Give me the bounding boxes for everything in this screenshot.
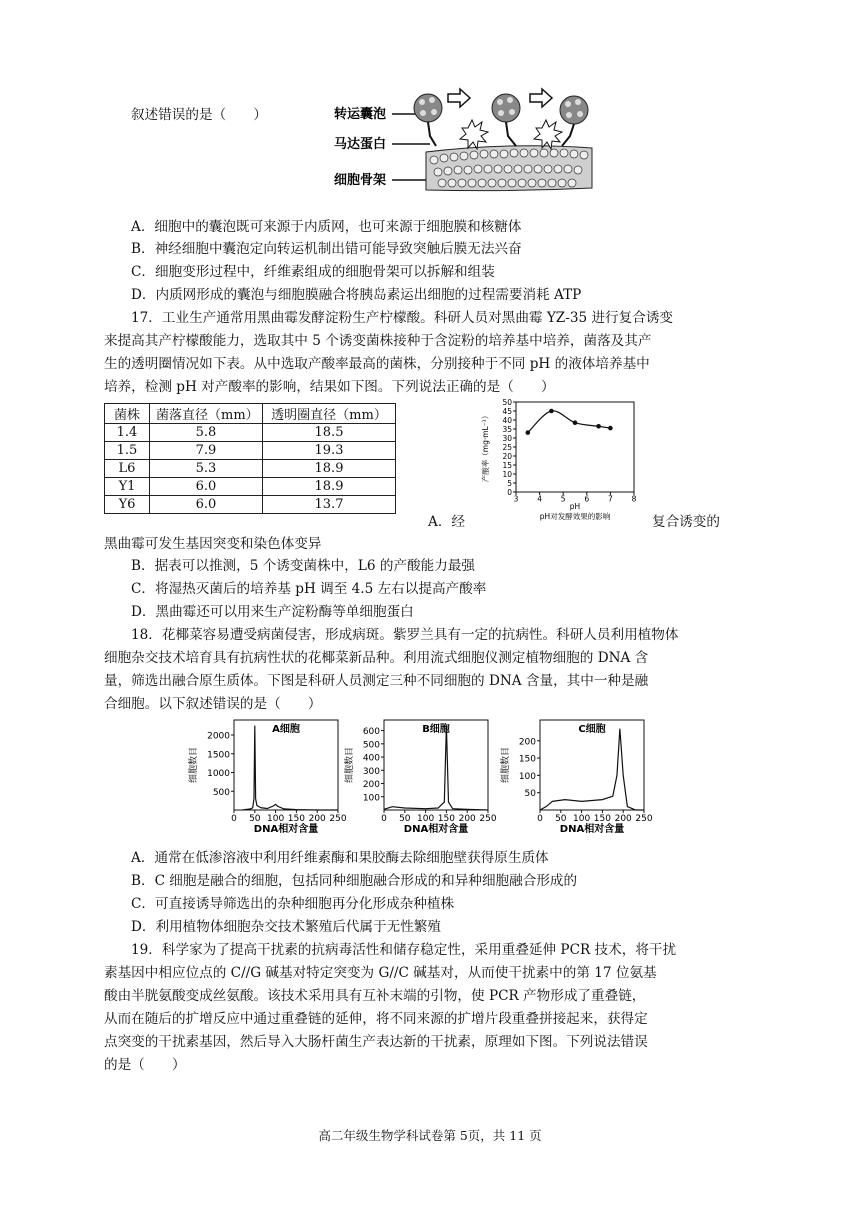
x-tick-label: 7 bbox=[608, 494, 613, 504]
series-line bbox=[528, 411, 611, 433]
y-tick-label: 5 bbox=[507, 478, 512, 488]
x-axis-label: pH bbox=[569, 502, 581, 511]
q17-stem-line-1: 17．工业生产通常用黑曲霉发酵淀粉生产柠檬酸。科研人员对黑曲霉 YZ-35 进行复合诱变 bbox=[131, 310, 674, 326]
table-cell: 18.5 bbox=[263, 424, 396, 442]
data-point bbox=[596, 424, 601, 429]
q17-stem-line-2: 来提高其产柠檬酸能力，选取其中 5 个诱变菌株接种于含淀粉的培养基中培养，菌落及其产 bbox=[104, 333, 652, 349]
x-axis-label: DNA相对含量 bbox=[403, 824, 469, 835]
q16-intro: 叙述错误的是（ ） bbox=[131, 107, 267, 123]
x-tick-label: 150 bbox=[287, 814, 305, 824]
x-tick-label: 100 bbox=[267, 814, 285, 824]
y-tick-label: 200 bbox=[518, 737, 536, 748]
y-tick-label: 200 bbox=[362, 780, 380, 791]
x-tick-label: 100 bbox=[417, 814, 435, 824]
y-axis-label: 产酸率（mg·mL⁻¹） bbox=[481, 411, 490, 483]
vesicle-1 bbox=[414, 94, 442, 146]
y-tick-label: 1500 bbox=[207, 750, 230, 761]
x-tick-label: 4 bbox=[537, 494, 542, 504]
q18-stem-line-1: 18．花椰菜容易遭受病菌侵害，形成病斑。紫罗兰具有一定的抗病性。科研人员利用植物体 bbox=[131, 627, 679, 643]
y-tick-label: 2000 bbox=[207, 731, 230, 742]
y-tick-label: 100 bbox=[362, 793, 380, 804]
x-tick-label: 250 bbox=[329, 814, 347, 824]
series-line bbox=[384, 725, 488, 810]
table-cell: 1.4 bbox=[105, 424, 150, 442]
x-axis-label: DNA相对含量 bbox=[253, 824, 319, 835]
q19-stem-line-2: 素基因中相应位点的 C//G 碱基对特定突变为 G//C 碱基对，从而使干扰素中的第 17 位氨基 bbox=[104, 965, 657, 981]
x-tick-label: 0 bbox=[381, 814, 387, 824]
q16-option-a: A．细胞中的囊泡既可来源于内质网，也可来源于细胞膜和核糖体 bbox=[131, 219, 522, 235]
data-point bbox=[608, 426, 613, 431]
q17-option-d: D．黑曲霉还可以用来生产淀粉酶等单细胞蛋白 bbox=[131, 604, 414, 620]
table-row bbox=[105, 460, 396, 478]
chart-title: C细胞 bbox=[578, 724, 606, 735]
table-cell: 1.5 bbox=[105, 442, 150, 460]
vesicle-transport-figure bbox=[330, 80, 630, 198]
chart-title: B细胞 bbox=[422, 724, 450, 735]
ph-effect-chart bbox=[478, 396, 648, 526]
q16-option-d: D．内质网形成的囊泡与细胞膜融合将胰岛素运出细胞的过程需要消耗 ATP bbox=[131, 287, 582, 303]
y-axis-label: 细胞数目 bbox=[345, 746, 355, 784]
x-tick-label: 100 bbox=[573, 814, 591, 824]
q18-stem-line-2: 细胞杂交技术培育具有抗病性状的花椰菜新品种。利用流式细胞仪测定植物细胞的 DNA 含 bbox=[104, 650, 649, 666]
q19-stem-line-6: 的是（ ） bbox=[104, 1057, 186, 1073]
table-row bbox=[105, 478, 396, 496]
y-tick-label: 20 bbox=[502, 451, 512, 461]
y-tick-label: 15 bbox=[502, 460, 512, 470]
table-cell: 13.7 bbox=[263, 496, 396, 514]
data-point bbox=[573, 420, 578, 425]
y-tick-label: 300 bbox=[362, 766, 380, 777]
series-line bbox=[242, 726, 338, 810]
y-tick-label: 35 bbox=[502, 424, 512, 434]
y-axis-label: 细胞数目 bbox=[189, 746, 199, 784]
series-line bbox=[540, 729, 644, 810]
table-row bbox=[105, 424, 396, 442]
y-tick-label: 500 bbox=[362, 740, 380, 751]
q16-option-b: B．神经细胞中囊泡定向转运机制出错可能导致突触后膜无法兴奋 bbox=[131, 241, 522, 257]
x-tick-label: 200 bbox=[308, 814, 326, 824]
table-cell: 5.3 bbox=[150, 460, 263, 478]
x-tick-label: 200 bbox=[614, 814, 632, 824]
q18-stem-line-4: 合细胞。以下叙述错误的是（ ） bbox=[104, 696, 322, 712]
x-tick-label: 50 bbox=[399, 814, 411, 824]
data-point bbox=[549, 409, 554, 414]
x-tick-label: 3 bbox=[513, 494, 519, 504]
x-tick-label: 50 bbox=[249, 814, 261, 824]
table-cell: 18.9 bbox=[263, 478, 396, 496]
x-tick-label: 150 bbox=[437, 814, 455, 824]
cell-c-dna-chart bbox=[496, 712, 666, 844]
table-cell: Y1 bbox=[105, 478, 150, 496]
x-tick-label: 6 bbox=[584, 494, 590, 504]
table-header: 菌株 bbox=[105, 404, 150, 424]
x-tick-label: 0 bbox=[231, 814, 237, 824]
chart-title: pH对发酵效果的影响 bbox=[539, 512, 611, 521]
table-cell: 5.8 bbox=[150, 424, 263, 442]
figure-label-vesicle: 转运囊泡 bbox=[334, 107, 387, 122]
cell-b-dna-chart bbox=[340, 712, 510, 844]
figure-label-motor: 马达蛋白 bbox=[334, 137, 387, 152]
x-tick-label: 200 bbox=[458, 814, 476, 824]
plot-frame bbox=[516, 402, 634, 492]
x-axis-label: DNA相对含量 bbox=[559, 824, 625, 835]
q19-stem-line-4: 从而在随后的扩增反应中通过重叠链的延伸，将不同来源的扩增片段重叠拼接起来，获得定 bbox=[104, 1011, 648, 1027]
starburst-icon bbox=[460, 120, 488, 149]
table-cell: L6 bbox=[105, 460, 150, 478]
q18-option-c: C．可直接诱导筛选出的杂种细胞再分化形成杂种植株 bbox=[131, 896, 455, 912]
q16-option-c: C．细胞变形过程中，纤维素组成的细胞骨架可以拆解和组装 bbox=[131, 264, 495, 280]
table-cell: Y6 bbox=[105, 496, 150, 514]
x-tick-label: 250 bbox=[635, 814, 653, 824]
y-tick-label: 50 bbox=[502, 397, 512, 407]
y-tick-label: 25 bbox=[502, 442, 512, 452]
table-cell: 6.0 bbox=[150, 478, 263, 496]
page-footer: 高二年级生物学科试卷第 5页，共 11 页 bbox=[318, 1128, 542, 1143]
table-cell: 6.0 bbox=[150, 496, 263, 514]
q19-stem-line-5: 点突变的干扰素基因，然后导入大肠杆菌生产表达新的干扰素，原理如下图。下列说法错误 bbox=[104, 1034, 648, 1050]
table-header: 透明圈直径（mm） bbox=[263, 404, 396, 424]
x-tick-label: 50 bbox=[555, 814, 567, 824]
x-tick-label: 250 bbox=[479, 814, 497, 824]
strain-table bbox=[104, 403, 396, 514]
q18-stem-line-3: 量，筛选出融合原生质体。下图是科研人员测定三种不同细胞的 DNA 含量，其中一种是融 bbox=[104, 673, 649, 689]
q17-stem-line-3: 生的透明圈情况如下表。从中选取产酸率最高的菌株，分别接种于不同 pH 的液体培养基中 bbox=[104, 356, 650, 372]
y-tick-label: 150 bbox=[518, 754, 536, 765]
x-tick-label: 0 bbox=[537, 814, 543, 824]
y-tick-label: 0 bbox=[507, 487, 512, 497]
cytoskeleton-fiber bbox=[426, 146, 592, 191]
figure-label-cytoskeleton: 细胞骨架 bbox=[334, 173, 387, 188]
y-tick-label: 400 bbox=[362, 753, 380, 764]
x-tick-label: 150 bbox=[593, 814, 611, 824]
q17-option-a-cont: 黑曲霉可发生基因突变和染色体变异 bbox=[104, 536, 322, 552]
q17-option-a-end: 复合诱变的 bbox=[652, 514, 720, 530]
arrow-right-icon bbox=[448, 89, 470, 107]
starburst-icon bbox=[534, 120, 562, 149]
q18-option-b: B．C 细胞是融合的细胞，包括同种细胞融合形成的和异种细胞融合形成的 bbox=[131, 873, 578, 889]
q18-option-a: A．通常在低渗溶液中利用纤维素酶和果胶酶去除细胞壁获得原生质体 bbox=[131, 850, 549, 866]
q17-option-b: B．据表可以推测，5 个诱变菌株中，L6 的产酸能力最强 bbox=[131, 558, 476, 574]
cell-a-dna-chart bbox=[178, 712, 348, 844]
x-tick-label: 8 bbox=[631, 494, 637, 504]
y-tick-label: 30 bbox=[502, 433, 512, 443]
x-tick-label: 5 bbox=[560, 494, 566, 504]
y-tick-label: 50 bbox=[524, 789, 536, 800]
vesicle-3 bbox=[560, 96, 588, 146]
q17-option-a-start: A．经 bbox=[428, 514, 466, 530]
vesicle-2 bbox=[492, 94, 520, 146]
table-header: 菌落直径（mm） bbox=[150, 404, 263, 424]
q17-option-c: C．将湿热灭菌后的培养基 pH 调至 4.5 左右以提高产酸率 bbox=[131, 581, 487, 597]
table-cell: 7.9 bbox=[150, 442, 263, 460]
table-cell: 19.3 bbox=[263, 442, 396, 460]
y-tick-label: 40 bbox=[502, 415, 512, 425]
y-tick-label: 1000 bbox=[207, 769, 230, 779]
y-tick-label: 45 bbox=[502, 406, 512, 416]
table-header-row bbox=[105, 404, 396, 424]
q18-option-d: D．利用植物体细胞杂交技术繁殖后代属于无性繁殖 bbox=[131, 919, 441, 935]
y-axis-label: 细胞数目 bbox=[501, 746, 511, 784]
y-tick-label: 10 bbox=[502, 469, 512, 479]
chart-title: A细胞 bbox=[272, 724, 300, 735]
y-tick-label: 600 bbox=[362, 727, 380, 738]
arrow-right-icon bbox=[530, 89, 552, 107]
q17-stem-line-4: 培养，检测 pH 对产酸率的影响，结果如下图。下列说法正确的是（ ） bbox=[104, 379, 555, 395]
table-row bbox=[105, 442, 396, 460]
y-tick-label: 500 bbox=[212, 787, 230, 798]
y-tick-label: 100 bbox=[518, 771, 536, 782]
table-cell: 18.9 bbox=[263, 460, 396, 478]
table-row bbox=[105, 496, 396, 514]
q19-stem-line-3: 酸由半胱氨酸变成丝氨酸。该技术采用具有互补末端的引物，使 PCR 产物形成了重叠链， bbox=[104, 988, 646, 1004]
data-point bbox=[526, 430, 531, 435]
q19-stem-line-1: 19．科学家为了提高干扰素的抗病毒活性和储存稳定性，采用重叠延伸 PCR 技术，将干扰 bbox=[131, 942, 677, 958]
